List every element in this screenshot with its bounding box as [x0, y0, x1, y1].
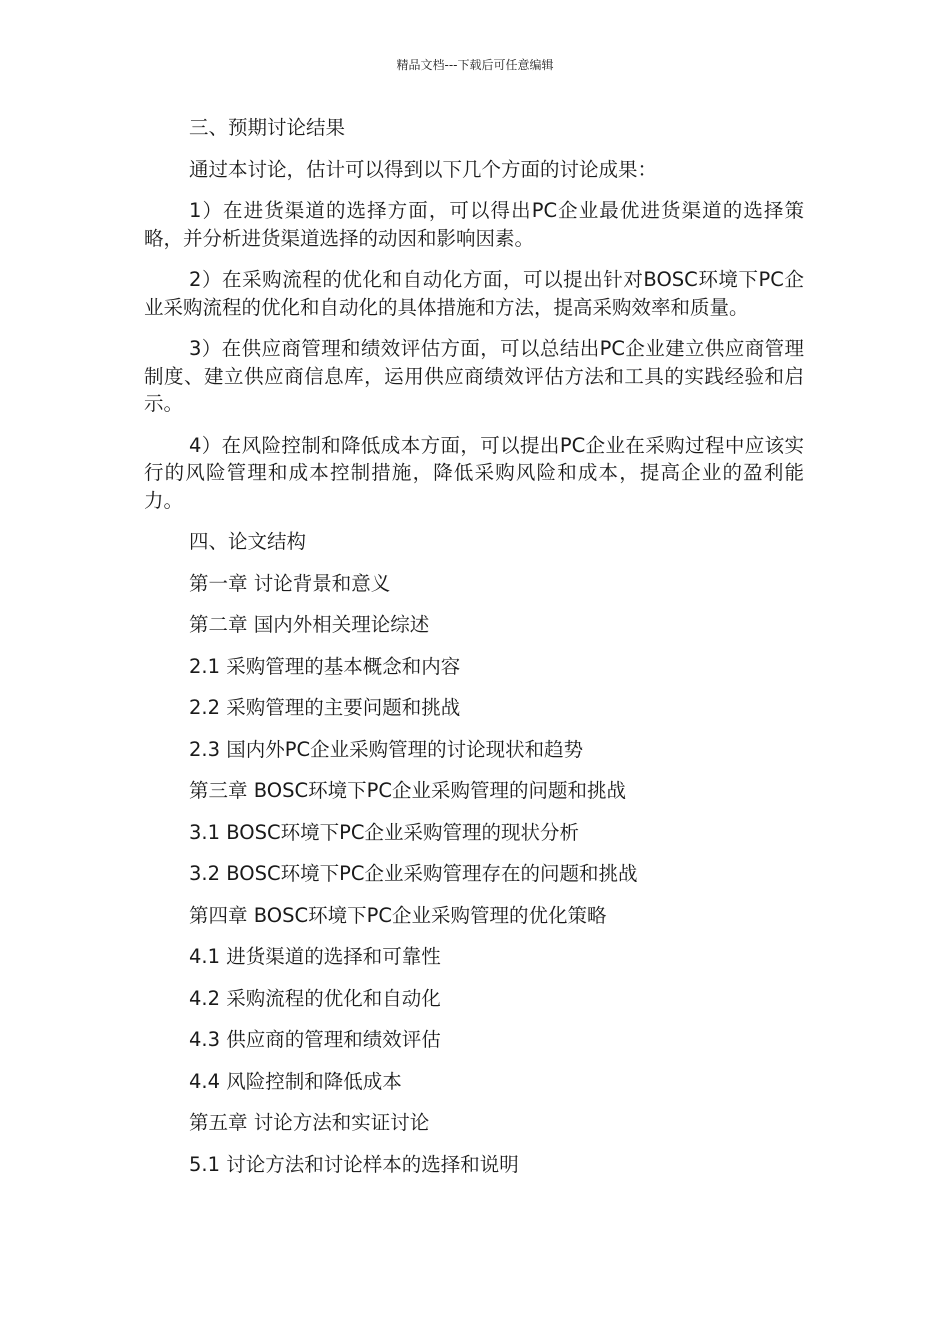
toc-section-4-1: 4.1 进货渠道的选择和可靠性: [189, 945, 441, 968]
toc-section-4-2: 4.2 采购流程的优化和自动化: [189, 986, 441, 1010]
result-item-3: 3）在供应商管理和绩效评估方面，可以总结出PC企业建立供应商管理制度、建立供应商信息库，运用供应商绩效评估方法和工具的实践经验和启示。: [144, 337, 804, 415]
toc-section-2-3: 2.3 国内外PC企业采购管理的讨论现状和趋势: [189, 737, 584, 761]
toc-chapter-2: 第二章 国内外相关理论综述: [189, 613, 430, 636]
section-heading-thesis-structure: 四、论文结构: [189, 530, 307, 553]
toc-section-4-4: 4.4 风险控制和降低成本: [189, 1069, 402, 1093]
toc-section-3-2: 3.2 BOSC环境下PC企业采购管理存在的问题和挑战: [189, 862, 638, 885]
intro-paragraph: 通过本讨论，估计可以得到以下几个方面的讨论成果：: [189, 157, 658, 181]
toc-section-3-1: 3.1 BOSC环境下PC企业采购管理的现状分析: [189, 820, 579, 844]
toc-section-2-1: 2.1 采购管理的基本概念和内容: [189, 654, 461, 678]
toc-section-2-2: 2.2 采购管理的主要问题和挑战: [189, 696, 461, 719]
toc-section-5-1: 5.1 讨论方法和讨论样本的选择和说明: [189, 1152, 519, 1176]
toc-chapter-4: 第四章 BOSC环境下PC企业采购管理的优化策略: [189, 903, 607, 927]
toc-section-4-3: 4.3 供应商的管理和绩效评估: [189, 1028, 441, 1051]
page-header: 精品文档---下载后可任意编辑: [396, 58, 554, 72]
toc-chapter-5: 第五章 讨论方法和实证讨论: [189, 1111, 430, 1134]
result-item-1: 1）在进货渠道的选择方面，可以得出PC企业最优进货渠道的选择策略，并分析进货渠道选择的动因和影响因素。: [144, 199, 804, 250]
toc-chapter-1: 第一章 讨论背景和意义: [189, 571, 391, 595]
document-body: [144, 114, 804, 1192]
toc-chapter-3: 第三章 BOSC环境下PC企业采购管理的问题和挑战: [189, 779, 626, 802]
section-heading-expected-results: 三、预期讨论结果: [189, 116, 346, 139]
result-item-2: 2）在采购流程的优化和自动化方面，可以提出针对BOSC环境下PC企业采购流程的优化和自动化的具体措施和方法，提高采购效率和质量。: [144, 268, 804, 319]
result-item-4: 4）在风险控制和降低成本方面，可以提出PC企业在采购过程中应该实行的风险管理和成本控制措施，降低采购风险和成本，提高企业的盈利能力。: [144, 433, 804, 512]
